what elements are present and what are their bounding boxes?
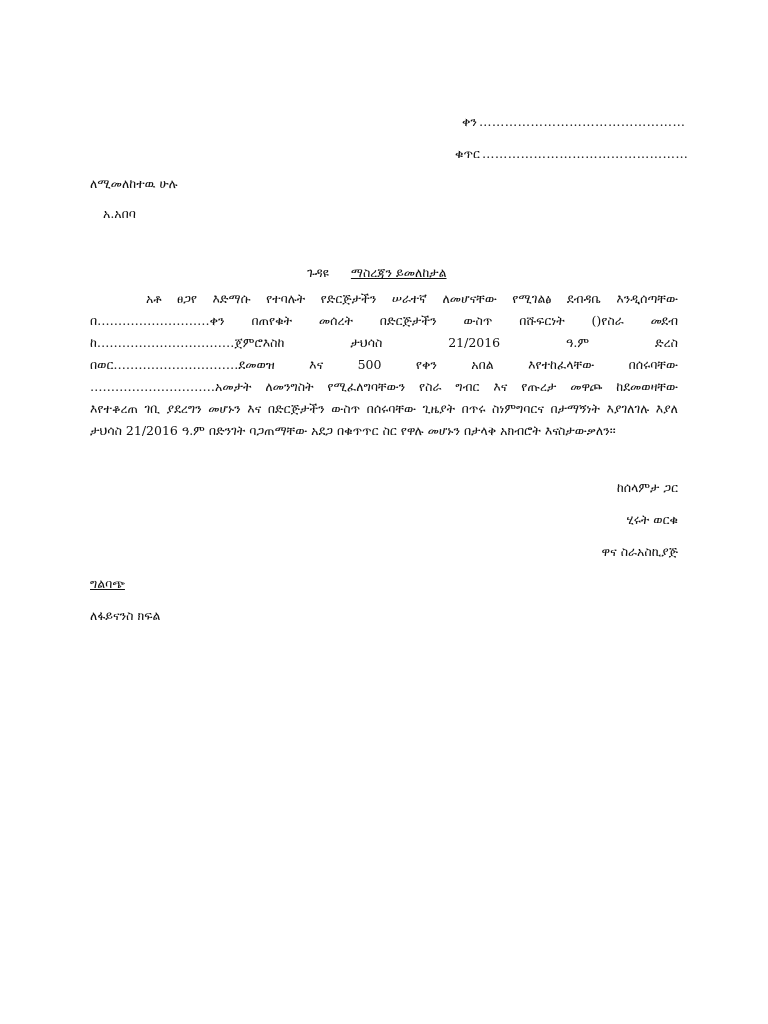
subject-label: ጉዳዩ bbox=[307, 265, 329, 280]
body-line-4: በወር…………………………ደመወዝ እና 500 የቀን አበል እየተከፈላቸው በሰሩባቸው bbox=[90, 357, 678, 372]
cc-label: ግልባጭ bbox=[90, 576, 125, 591]
body-line-2: በ………………………ቀን በጠየቁት መሰረት በድርጅታችን ውስጥ በሹፍርነት ()የስራ መደብ bbox=[90, 313, 678, 328]
date-dots: ………………………………………… bbox=[478, 114, 686, 129]
body-line-1: አቶ ፀጋየ እድማሱ የተባሉት የድርጅታችን ሠራተኛ ለመሆናቸው የሚገልፅ ደብዳቤ እንዲሰጣቸው bbox=[146, 291, 678, 306]
recipient-to: ለሚመለከተዉ ሁሉ bbox=[90, 176, 178, 191]
signature-name: ሂሩት ወርቁ bbox=[626, 512, 678, 527]
date-line bbox=[462, 114, 685, 130]
subject-value: ማስረጃን ይመለከታል bbox=[350, 265, 447, 280]
cc-recipient: ለፋይናንስ ክፍል bbox=[90, 608, 161, 623]
subject-line bbox=[307, 265, 447, 281]
body-line-5: …………………………አመታት ለመንግስት የሚፈለግባቸውን የስራ ግብር እና የጡረታ መዋጮ ከደመወዛቸው bbox=[90, 379, 678, 394]
signature-closing: ከሰላምታ ጋር bbox=[616, 480, 678, 495]
signature-title: ዋና ስራአስኪያጅ bbox=[601, 544, 678, 559]
reference-label: ቁጥር bbox=[455, 146, 480, 161]
body-line-6: እየተቆረጠ ገቢ ያደረግን መሆኑን እና በድርጅታችን ውስጥ በሰሩባቸው ጊዜያት በጥሩ ስነምግባርና በታማኝነት እያገለገሉ እያለ bbox=[90, 401, 678, 416]
date-label: ቀን bbox=[462, 114, 477, 129]
reference-dots: ………………………………………… bbox=[481, 146, 689, 161]
body-line-7: ታህሳስ 21/2016 ዓ.ም በድንገት ባጋጠማቸው አደጋ በቁጥጥር ስር የዋሉ መሆኑን በታላቅ አክብሮት እናስታውቃለን፡፡ bbox=[90, 423, 616, 438]
recipient-city: አ.አበባ bbox=[103, 206, 136, 221]
reference-line bbox=[455, 146, 688, 162]
body-line-3: ከ……………………………ጀምሮእስከ ታህሳስ 21/2016 ዓ.ም ድረስ bbox=[90, 335, 678, 350]
